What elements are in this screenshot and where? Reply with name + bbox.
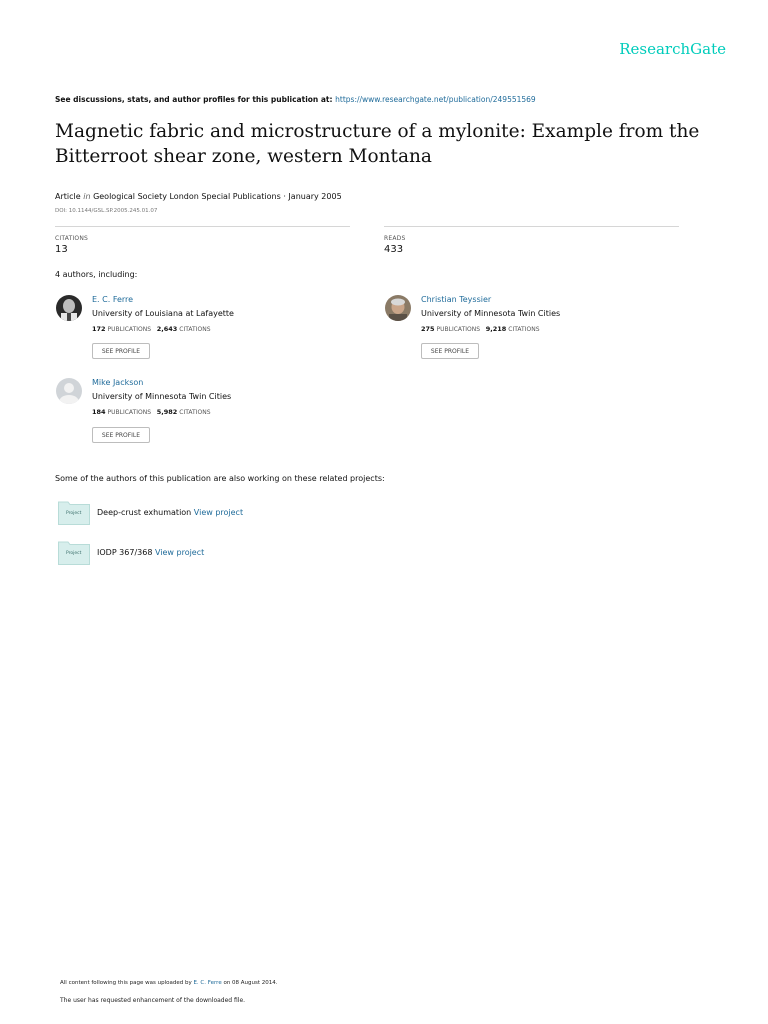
article-meta	[55, 192, 342, 201]
author-publications-count: 184	[92, 408, 106, 416]
projects-heading: Some of the authors of this publication are also working on these related projects:	[55, 474, 385, 483]
author-citations-label: CITATIONS	[508, 326, 540, 333]
researchgate-logo[interactable]: ResearchGate	[619, 40, 726, 58]
author-citations-label: CITATIONS	[179, 409, 211, 416]
author-citations-count: 2,643	[156, 325, 178, 333]
publication-url-link[interactable]: https://www.researchgate.net/publication/249551569	[335, 95, 536, 104]
avatar[interactable]	[56, 295, 82, 321]
upload-suffix: on 08 August 2014.	[221, 980, 278, 986]
article-type: Article	[55, 192, 81, 201]
see-profile-button[interactable]: SEE PROFILE	[421, 343, 479, 359]
reads-divider	[384, 226, 679, 227]
view-project-link[interactable]: View project	[154, 548, 205, 557]
enhancement-note: The user has requested enhancement of the downloaded file.	[60, 997, 246, 1004]
author-affiliation: University of Minnesota Twin Cities	[92, 392, 232, 401]
default-avatar-icon	[56, 378, 82, 404]
author-name[interactable]: Mike Jackson	[92, 378, 144, 387]
citations-divider	[55, 226, 350, 227]
author-affiliation: University of Louisiana at Lafayette	[92, 309, 234, 318]
uploader-link[interactable]: E. C. Ferre	[193, 980, 222, 986]
author-publications-label: PUBLICATIONS	[107, 409, 152, 416]
project-folder-icon	[58, 539, 90, 565]
doi: DOI: 10.1144/GSL.SP.2005.245.01.07	[55, 208, 158, 214]
author-publications-count: 275	[421, 325, 435, 333]
author-citations-count: 9,218	[485, 325, 507, 333]
author-affiliation: University of Minnesota Twin Cities	[421, 309, 561, 318]
citations-label: CITATIONS	[55, 235, 89, 242]
article-in: in	[83, 192, 91, 201]
upload-prefix: All content following this page was uploaded by	[60, 980, 194, 986]
see-profile-button[interactable]: SEE PROFILE	[92, 343, 150, 359]
reads-label: READS	[384, 235, 406, 242]
author-photo-icon	[385, 295, 411, 321]
view-project-link[interactable]: View project	[193, 508, 244, 517]
author-photo-icon	[56, 295, 82, 321]
author-citations-count: 5,982	[156, 408, 178, 416]
author-name[interactable]: Christian Teyssier	[421, 295, 492, 304]
author-publications-label: PUBLICATIONS	[436, 326, 481, 333]
project-name: Deep-crust exhumation	[97, 508, 192, 517]
author-stats	[92, 325, 211, 333]
author-name[interactable]: E. C. Ferre	[92, 295, 134, 304]
journal-date: Geological Society London Special Publications · January 2005	[93, 192, 342, 201]
author-publications-count: 172	[92, 325, 106, 333]
upload-note	[60, 980, 278, 986]
author-stats	[92, 408, 211, 416]
see-profile-button[interactable]: SEE PROFILE	[92, 427, 150, 443]
discussions-text: See discussions, stats, and author profiles for this publication at:	[55, 95, 336, 104]
author-publications-label: PUBLICATIONS	[107, 326, 152, 333]
authors-heading: 4 authors, including:	[55, 270, 138, 279]
project-icon-label: Project	[66, 551, 82, 556]
project-icon-label: Project	[66, 511, 82, 516]
project-folder-icon	[58, 499, 90, 525]
avatar[interactable]	[385, 295, 411, 321]
author-citations-label: CITATIONS	[179, 326, 211, 333]
project-name: IODP 367/368	[97, 548, 153, 557]
author-stats	[421, 325, 540, 333]
avatar[interactable]	[56, 378, 82, 404]
project-item	[97, 548, 204, 557]
citations-value: 13	[55, 244, 68, 255]
project-item	[97, 508, 243, 517]
discussions-line	[55, 95, 536, 104]
publication-title: Magnetic fabric and microstructure of a mylonite: Example from the Bitterroot shear zone, western Montana	[55, 121, 700, 167]
reads-value: 433	[384, 244, 404, 255]
